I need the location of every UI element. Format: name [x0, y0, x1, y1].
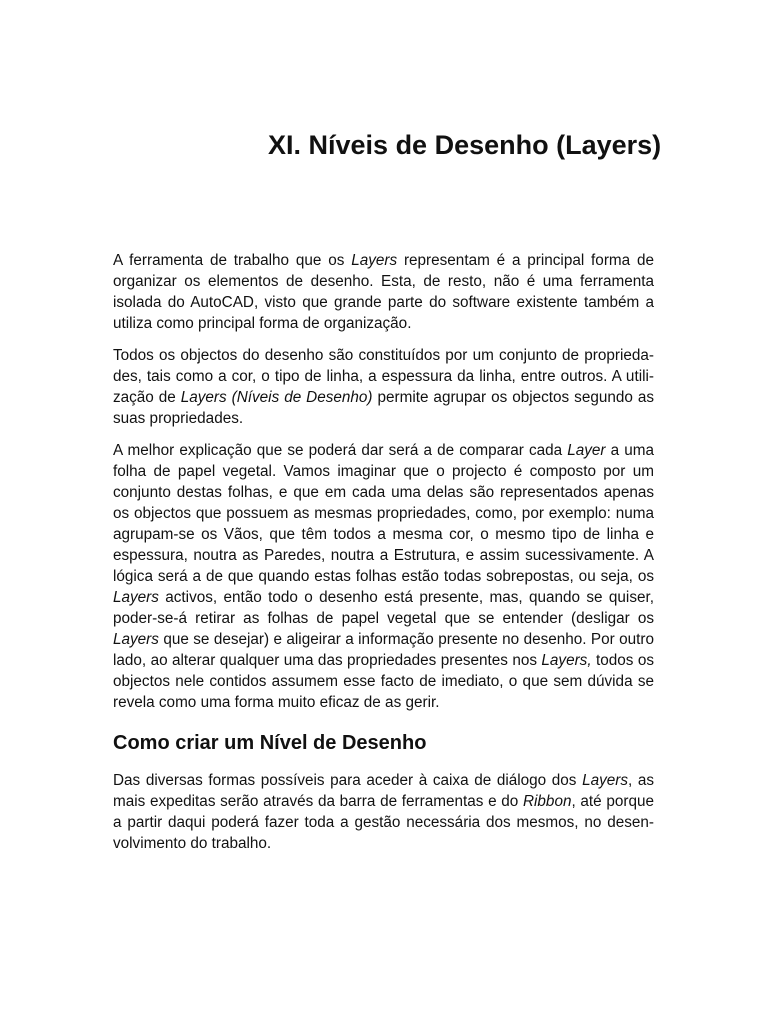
text-run: A melhor explicação que se poderá dar será a de comparar cada — [113, 442, 568, 459]
text-run: , as mais expeditas serão através da barra de ferramentas e do — [113, 772, 655, 810]
paragraph — [113, 250, 654, 334]
text-run: A ferramenta de trabalho que os — [113, 252, 352, 269]
paragraph — [113, 440, 654, 713]
text-run: permite agrupar os objectos segundo as suas propriedades. — [113, 389, 654, 427]
italic-term: Layers (Níveis de Desenho) — [180, 389, 373, 406]
chapter-title: XI. Níveis de Desenho (Layers) — [268, 130, 662, 160]
paragraph — [113, 770, 654, 854]
section-text — [113, 770, 654, 865]
text-run: que se desejar) e aligeirar a informação presente no desenho. Por outro lado, ao alterar qualquer uma das propriedades presentes nos — [113, 631, 654, 669]
text-run: , até porque a partir daqui poderá fazer toda a gestão necessária dos mesmos, no desenvolvimento do trabalho. — [113, 793, 654, 852]
text-run: Todos os objectos do desenho são constituídos por um conjunto de propriedades, tais como a cor, o tipo de linha, a espessura da linha, entre outros. A utilização de — [113, 347, 654, 406]
text-run: todos os objectos nele contidos assumem esse facto de imediato, o que sem dúvida se revela como uma forma muito eficaz de as gerir. — [113, 652, 655, 711]
text-run: a uma folha de papel vegetal. Vamos imaginar que o projecto é composto por um conjunto destas folhas, e que em cada uma delas são representados apenas os objectos que possuem as mesmas propriedades, como, por exemplo: numa agrupam-se os Vãos, que têm todos a mesma cor, o mesmo tipo de linha e espessura, noutra as Paredes, noutra a Estrutura, e assim sucessivamente. A lógica será a de que quando estas folhas estão todas sobrepostas, ou seja, os — [113, 442, 655, 585]
text-run: representam é a principal forma de organizar os elementos de desenho. Esta, de resto, não é uma ferramenta isolada do AutoCAD, visto que grande parte do software existente também a utiliza como principal forma de organização. — [113, 252, 654, 332]
section-title: Como criar um Nível de Desenho — [113, 732, 427, 754]
italic-term: Layers — [113, 631, 159, 648]
italic-term: Layers — [113, 589, 159, 606]
intro-text — [113, 250, 654, 724]
italic-term: Layers — [582, 772, 628, 789]
italic-term: Layer — [567, 442, 606, 459]
italic-term: Ribbon — [522, 793, 572, 810]
text-run: Das diversas formas possíveis para aceder à caixa de diálogo dos — [113, 772, 583, 789]
italic-term: Layers, — [541, 652, 592, 669]
paragraph — [113, 345, 654, 429]
text-run: activos, então todo o desenho está presente, mas, quando se quiser, poder-se-á retirar as folhas de papel vegetal que se entender (desligar os — [113, 589, 654, 627]
italic-term: Layers — [351, 252, 398, 269]
